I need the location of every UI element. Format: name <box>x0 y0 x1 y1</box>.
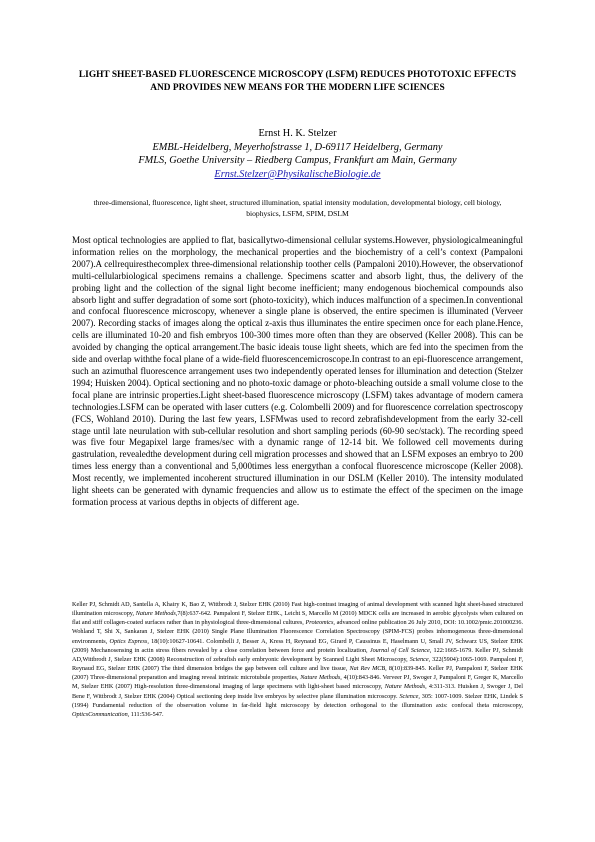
author-email-link[interactable]: Ernst.Stelzer@PhysikalischeBiologie.de <box>214 168 381 180</box>
affiliation-2: FMLS, Goethe University – Riedberg Campus, Frankfurt am Main, Germany <box>138 155 457 167</box>
reference-item: Huisken J, Swoger J, Del Bene F, Wittbrodt J, Stelzer EHK (2004) Optical sectioning deep inside live embryos by selective plane illumination microscopy. Science, 305: 1007-1009. <box>72 683 524 700</box>
reference-item: Keller PJ, Schmidt AD,Wittbrodt J, Stelzer EHK (2008) Reconstruction of zebrafish early embryonic development by Scanned Light Sheet Microscopy, Science, 322(5904):1065-1069. <box>72 646 524 663</box>
reference-item: Wohland T, Shi X, Sankaran J, Stelzer EHK (2010) Single Plane Illumination Fluorescence Correlation Spectroscopy (SPIM-FCS) probes inhomogeneous three-dimensional environments, Optics Express, 18(10):10627-10641. <box>72 628 523 645</box>
keywords: three-dimensional, fluorescence, light sheet, structured illumination, spatial intensity modulation, developmental biology, cell biology, biophysics, LSFM, SPIM, DSLM <box>93 198 502 218</box>
reference-item: Pampaloni F, Reynaud EG, Stelzer EHK (2007) The third dimension bridges the gap between cell culture and live tissue, Nat Rev MCB, 8(10):839-845. <box>72 655 523 673</box>
reference-item: Stelzer EHK, Lindek S (1994) Fundamental reduction of the observation volume in far-field light microscopy by detection orthogonal to the illumination axis: confocal theta microscopy, OpticsCommunication, 111:536-547. <box>72 692 523 718</box>
author-block <box>72 127 523 181</box>
affiliation-1: EMBL-Heidelberg, Meyerhofstrasse 1, D-69117 Heidelberg, Germany <box>152 141 443 153</box>
abstract-text: Most optical technologies are applied to flat, basicallytwo-dimensional cellular systems.However, physiologicalmeaningful information relies on the morphology, the mechanical properties and the biochemistry of a cell’s context (Pampaloni 2007).A cellrequiresthecomplex three-dimensional relationship toother cells (Pampaloni 2010).However, the observationof multi-cellularbiological specimens remains a challenge. Specimens scatter and absorb light, thus, the delivery of the probing light and the collection of the signal light become inefficient; many endogenous biochemical compounds also absorb light and suffer degradation of some sort (photo-toxicity), which induces malfunction of a specimen.In conventional and confocal fluorescence microscopy, whenever a single plane is observed, the entire specimen is illuminated (Verveer 2007). Recording stacks of images along the optical z-axis thus illuminates the entire specimen once for each plane.Hence, cells are illuminated 10-20 and fish embryos 100-300 times more often than they are observed (Keller 2008). This can be avoided by changing the optical arrangement.The basic ideais touse light sheets, which are fed into the specimen from the side and overlap withthe focal plane of a wide-field fluorescencemicroscope.In contrast to an epi-fluorescence arrangement, such an azimuthal fluorescence arrangement uses two independently operated lenses for illumination and detection (Stelzer 1994; Huisken 2004). Optical sectioning and no photo-toxic damage or photo-bleaching outside a small volume close to the focal plane are intrinsic properties.Light sheet-based fluorescence microscopy (LSFM) takes advantage of modern camera technologies.LSFM can be operated with laser cutters (e.g. Colombelli 2009) and for fluorescence correlation spectroscopy (FCS, Wohland 2010). During the last few years, LSFMwas used to record zebrafishdevelopment from the early 32-cell stage until late neurulation with sub-cellular resolution and short sampling periods (60-90 sec/stack). The recording speed was five four Megapixel large frames/sec with a dynamic range of 12-14 bit. We followed cell movements during gastrulation, revealedthe development during cell migration processes and showed that an LSFM exposes an embryo to 200 times less energy than a conventional and 5,000times less energythan a confocal fluorescence microscope (Keller 2008). Most recently, we implemented incoherent structured illumination in our DSLM (Keller 2010). The intensity modulated light sheets can be generated with dynamic frequencies and allow us to estimate the effect of the specimen on the image formation process at various depths in objects of different age. <box>72 235 523 507</box>
reference-list <box>72 600 523 719</box>
reference-item: Colombelli J, Besser A, Kress H, Reynaud EG, Girard P, Caussinus E, Haselmann U, Small JV, Schwarz US, Stelzer EHK (2009) Mechanosensing in actin stress fibers revealed by a close correlation between force and protein localization, Journal of Cell Science, 122:1665-1679. <box>72 637 524 654</box>
paper-title: LIGHT SHEET-BASED FLUORESCENCE MICROSCOPY (LSFM) REDUCES PHOTOTOXIC EFFECTS AND PROVIDES NEW MEANS FOR THE MODERN LIFE SCIENCES <box>78 70 517 93</box>
reference-item: Verveer PJ, Swoger J, Pampaloni F, Greger K, Marcello M, Stelzer EHK (2007) High-resolution three-dimensional imaging of large specimens with light-sheet based microscopy, Nature Methods, 4:311-313. <box>72 674 523 691</box>
author-name: Ernst H. K. Stelzer <box>258 128 337 139</box>
reference-item: Keller PJ, Pampaloni F, Stelzer EHK (2007) Three-dimensional preparation and imaging reveal intrinsic microtubule properties, Nature Methods, 4(10):843-846. <box>72 665 523 682</box>
reference-item: Keller PJ, Schmidt AD, Santella A, Khairy K, Bao Z, Wittbrodt J, Stelzer EHK (2010) Fast high-contrast imaging of animal development with scanned light sheet-based structured illumination microscopy, Nature Methods,7(8):637-642. <box>72 601 523 618</box>
reference-item: Pampaloni F, Stelzer EHK., Leicht S, Marcello M (2010) MDCK cells are increased in aerobic glycolysis when cultured on flat and stiff collagen-coated surfaces rather than in physiological three-dimensional cultures, Proteomics, advanced online publication 26 July 2010, DOI: 10.1002/pmic.201000236. <box>72 610 523 627</box>
